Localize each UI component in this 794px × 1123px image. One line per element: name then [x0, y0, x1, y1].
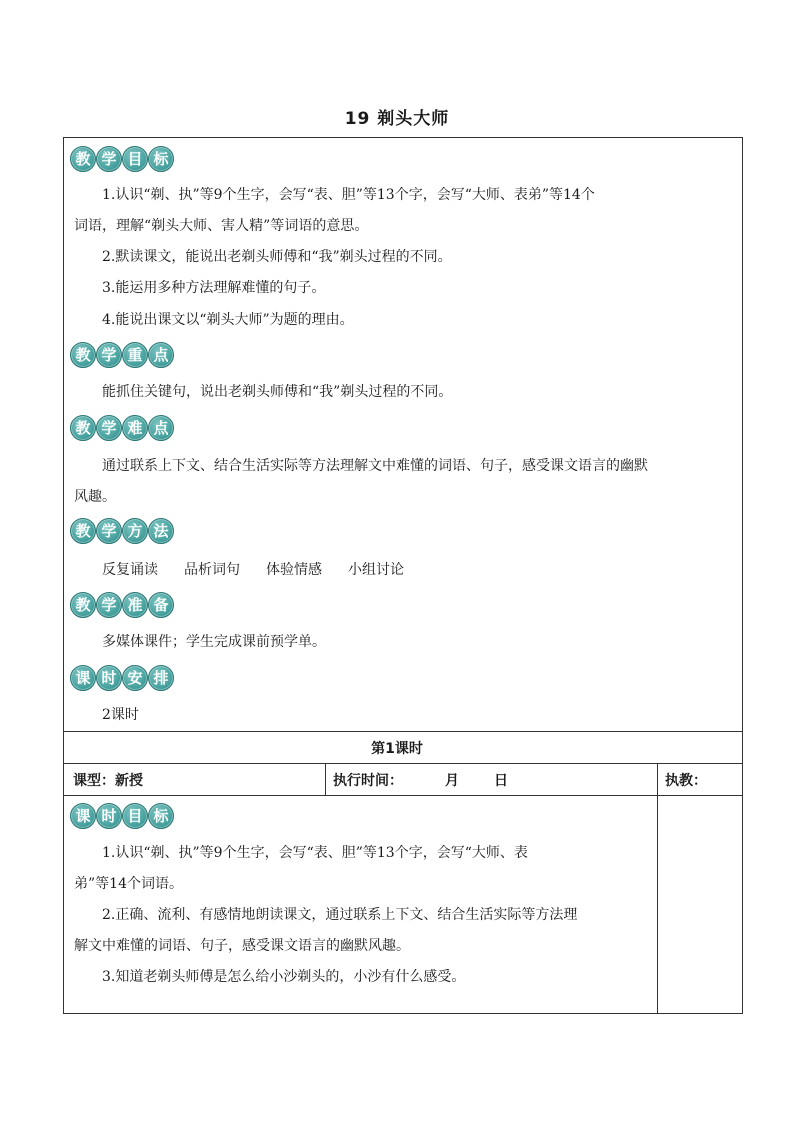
lesson-goal-line: 2.正确、流利、有感情地朗读课文，通过联系上下文、结合生活实际等方法理 — [102, 907, 578, 923]
preparation-text: 多媒体课件；学生完成课前预学单。 — [102, 634, 326, 650]
lesson-goal-line: 弟”等14个词语。 — [74, 876, 183, 892]
lesson-goal-line: 1.认识“剃、执”等9个生字，会写“表、胆”等13个字，会写“大师、表 — [102, 845, 528, 861]
badge-char: 时 — [96, 803, 122, 829]
badge-char: 学 — [96, 342, 122, 368]
goal-line: 3.能运用多种方法理解难懂的句子。 — [102, 280, 326, 296]
table-divider — [657, 763, 658, 1014]
badge-char: 教 — [70, 342, 96, 368]
execution-time-label: 执行时间： — [333, 773, 403, 789]
method-item: 体验情感 — [266, 562, 322, 578]
lesson-heading: 第1课时 — [371, 741, 423, 757]
badge-char: 教 — [70, 592, 96, 618]
method-item: 小组讨论 — [348, 562, 404, 578]
goal-line: 1.认识“剃、执”等9个生字，会写“表、胆”等13个字，会写“大师、表弟”等14个 — [102, 187, 595, 203]
method-item: 反复诵读 — [102, 562, 158, 578]
goal-line: 词语，理解“剃头大师、害人精”等词语的意思。 — [74, 218, 369, 234]
badge-char: 教 — [70, 146, 96, 172]
badge-char: 标 — [148, 146, 174, 172]
section-badge-difficulties — [70, 415, 174, 443]
badge-char: 准 — [122, 592, 148, 618]
badge-char: 学 — [96, 146, 122, 172]
difficulties-text: 风趣。 — [74, 489, 116, 505]
lesson-goal-line: 解文中难懂的词语、句子，感受课文语言的幽默风趣。 — [74, 938, 410, 954]
badge-char: 法 — [148, 518, 174, 544]
table-divider — [63, 763, 743, 764]
page-title: 19 剃头大师 — [344, 109, 450, 129]
key-points-text: 能抓住关键句，说出老剃头师傅和“我”剃头过程的不同。 — [102, 384, 453, 400]
table-divider — [325, 763, 326, 795]
table-divider — [63, 795, 743, 796]
badge-char: 难 — [122, 415, 148, 441]
badge-char: 点 — [148, 342, 174, 368]
section-badge-preparation — [70, 592, 174, 620]
section-badge-schedule — [70, 665, 174, 693]
badge-char: 教 — [70, 415, 96, 441]
section-badge-teaching-goals — [70, 146, 174, 174]
badge-char: 教 — [70, 518, 96, 544]
badge-char: 方 — [122, 518, 148, 544]
teacher-label: 执教： — [665, 773, 707, 789]
lesson-goal-line: 3.知道老剃头师傅是怎么给小沙剃头的，小沙有什么感受。 — [102, 969, 466, 985]
section-badge-lesson-goals — [70, 803, 174, 831]
day-label: 日 — [494, 773, 508, 789]
lesson-type: 课型：新授 — [73, 773, 143, 789]
section-badge-methods — [70, 518, 174, 546]
badge-char: 点 — [148, 415, 174, 441]
badge-char: 目 — [122, 803, 148, 829]
schedule-text: 2课时 — [102, 707, 139, 723]
badge-char: 安 — [122, 665, 148, 691]
badge-char: 备 — [148, 592, 174, 618]
goal-line: 4.能说出课文以“剃头大师”为题的理由。 — [102, 312, 354, 328]
table-divider — [63, 731, 743, 732]
badge-char: 时 — [96, 665, 122, 691]
goal-line: 2.默读课文，能说出老剃头师傅和“我”剃头过程的不同。 — [102, 249, 452, 265]
badge-char: 课 — [70, 803, 96, 829]
month-label: 月 — [445, 773, 459, 789]
badge-char: 学 — [96, 518, 122, 544]
badge-char: 排 — [148, 665, 174, 691]
badge-char: 目 — [122, 146, 148, 172]
badge-char: 重 — [122, 342, 148, 368]
methods-list — [102, 555, 404, 586]
badge-char: 课 — [70, 665, 96, 691]
badge-char: 标 — [148, 803, 174, 829]
badge-char: 学 — [96, 592, 122, 618]
badge-char: 学 — [96, 415, 122, 441]
method-item: 品析词句 — [184, 562, 240, 578]
section-badge-key-points — [70, 342, 174, 370]
difficulties-text: 通过联系上下文、结合生活实际等方法理解文中难懂的词语、句子，感受课文语言的幽默 — [102, 458, 648, 474]
